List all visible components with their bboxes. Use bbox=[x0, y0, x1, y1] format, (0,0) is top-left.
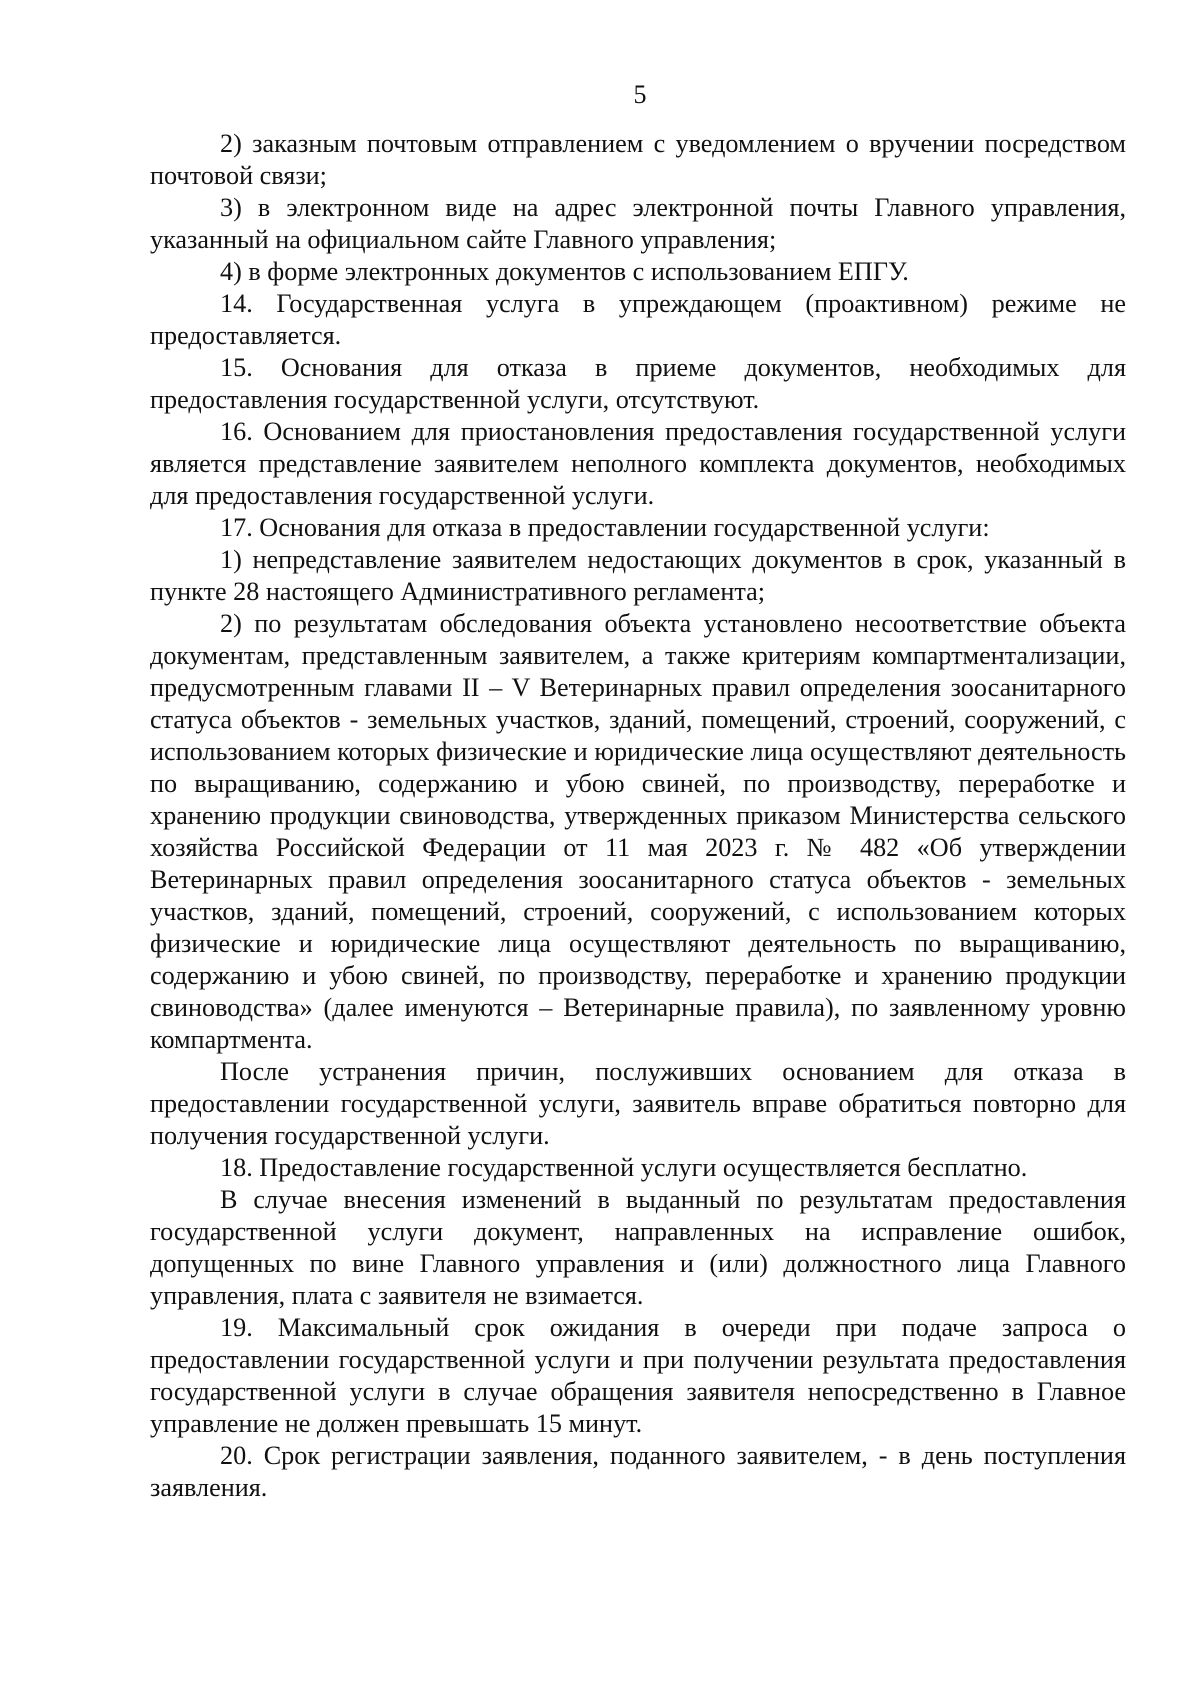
paragraph-20: 20. Срок регистрации заявления, поданного заявителем, - в день поступления заявления. bbox=[150, 1441, 1126, 1502]
paragraph-16: 16. Основанием для приостановления предоставления государственной услуги является представление заявителем неполного комплекта документов, необходимых для предоставления государственной услуги. bbox=[150, 417, 1126, 510]
paragraph-item-2-postal: 2) заказным почтовым отправлением с уведомлением о вручении посредством почтовой связи; bbox=[150, 129, 1126, 190]
paragraph-17: 17. Основания для отказа в предоставлении государственной услуги: bbox=[220, 513, 990, 542]
paragraph-19: 19. Максимальный срок ожидания в очереди при подаче запроса о предоставлении государственной услуги и при получении результата предоставления государственной услуги в случае обращения заявителя непосредственно в Главное управление не должен превышать 15 минут. bbox=[150, 1313, 1126, 1438]
paragraph-item-4-epgu: 4) в форме электронных документов с использованием ЕПГУ. bbox=[220, 257, 909, 286]
paragraph-15: 15. Основания для отказа в приеме документов, необходимых для предоставления государственной услуги, отсутствуют. bbox=[150, 353, 1126, 414]
paragraph-after-refusal: После устранения причин, послуживших основанием для отказа в предоставлении государственной услуги, заявитель вправе обратиться повторно для получения государственной услуги. bbox=[150, 1057, 1126, 1150]
paragraph-14: 14. Государственная услуга в упреждающем (проактивном) режиме не предоставляется. bbox=[150, 289, 1126, 350]
paragraph-18-corrections: В случае внесения изменений в выданный по результатам предоставления государственной услуги документ, направленных на исправление ошибок, допущенных по вине Главного управления и (или) должностного лица Главного управления, плата с заявителя не взимается. bbox=[150, 1185, 1126, 1310]
paragraph-17-item-2: 2) по результатам обследования объекта установлено несоответствие объекта документам, представленным заявителем, а также критериям компартментализации, предусмотренным главами II – V Ветеринарных правил определения зоосанитарного статуса объектов - земельных участков, зданий, помещений, строений, сооружений, с использованием которых физические и юридические лица осуществляют деятельность по выращиванию, содержанию и убою свиней, по производству, переработке и хранению продукции свиноводства, утвержденных приказом Министерства сельского хозяйства Российской Федерации от 11 мая 2023 г. № 482 «Об утверждении Ветеринарных правил определения зоосанитарного статуса объектов - земельных участков, зданий, помещений, строений, сооружений, с использованием которых физические и юридические лица осуществляют деятельность по выращиванию, содержанию и убою свиней, по производству, переработке и хранению продукции свиноводства» (далее именуются – Ветеринарные правила), по заявленному уровню компартмента. bbox=[150, 609, 1126, 1054]
paragraph-17-item-1: 1) непредставление заявителем недостающих документов в срок, указанный в пункте 28 настоящего Административного регламента; bbox=[150, 545, 1126, 606]
page-number: 5 bbox=[633, 80, 647, 109]
paragraph-18: 18. Предоставление государственной услуги осуществляется бесплатно. bbox=[220, 1153, 1028, 1182]
paragraph-item-3-email: 3) в электронном виде на адрес электронной почты Главного управления, указанный на официальном сайте Главного управления; bbox=[150, 193, 1126, 254]
document-body bbox=[150, 128, 1126, 1504]
